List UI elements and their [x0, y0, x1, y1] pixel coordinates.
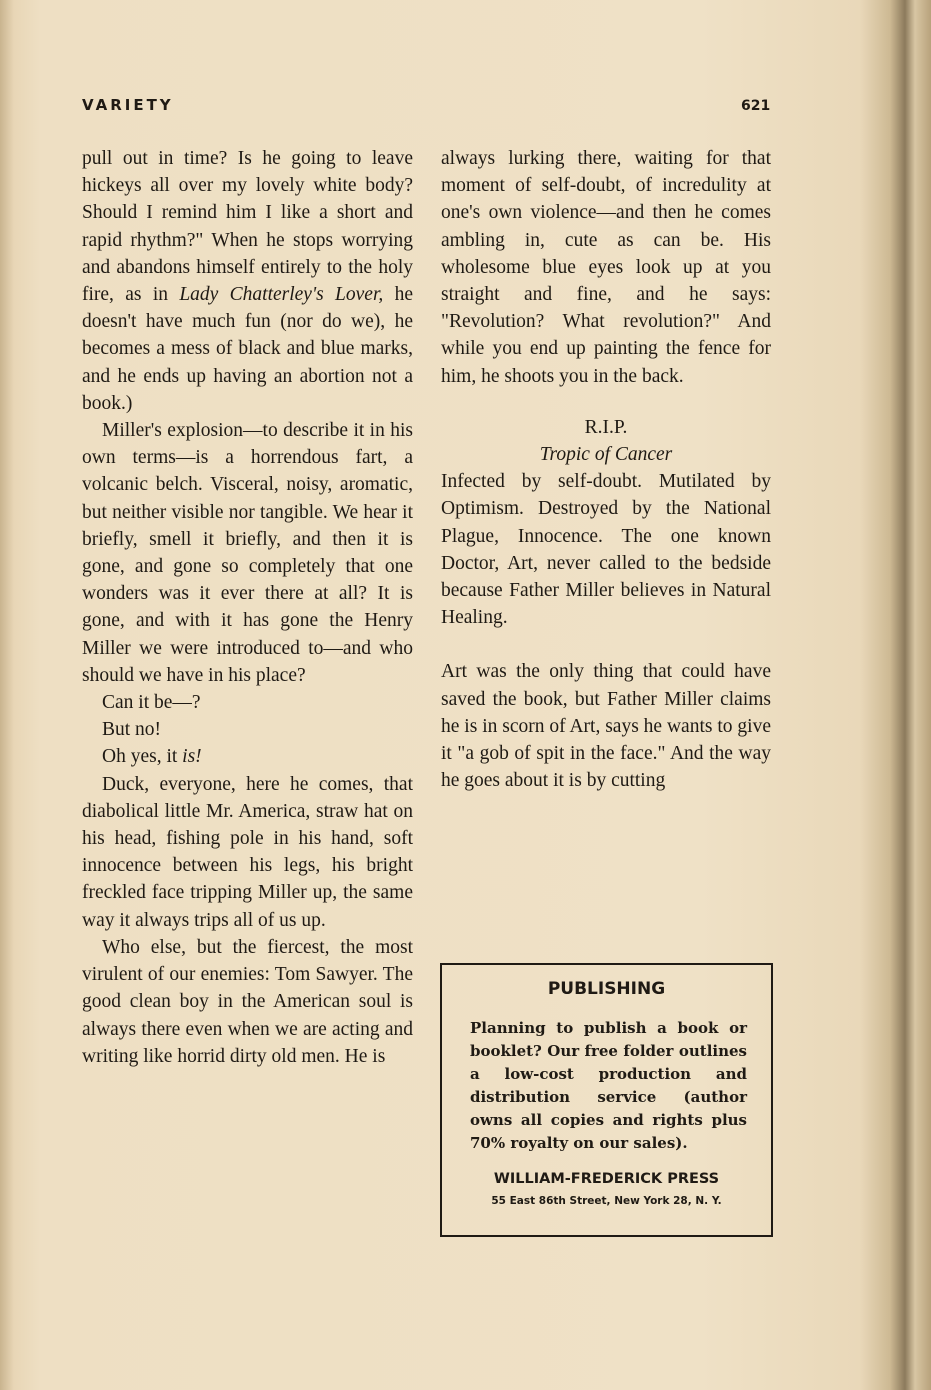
- running-head: VARIETY: [82, 96, 174, 114]
- paragraph: Art was the only thing that could have saved the book, but Father Miller claims he is in scorn of Art, says he wants to give it "a gob of spit in the face." And the way he goes about it is by cutting: [441, 661, 771, 792]
- paragraph-gap: [441, 631, 771, 658]
- advertisement-box: [440, 963, 773, 1237]
- ad-publisher: WILLIAM-FREDERICK PRESS: [493, 1171, 720, 1187]
- paragraph: Oh yes, it is!: [102, 746, 202, 768]
- ad-title: PUBLISHING: [547, 979, 666, 999]
- paragraph: Miller's explosion—to describe it in his own terms—is a horrendous fart, a volcanic belch. Visceral, noisy, aromatic, but neither visible nor tangible. We hear it briefly, smell it briefly, and then it is gone, and gone so completely that one wonders was it ever there at all? It is gone, and with it has gone the Henry Miller we were introduced to—and who should we have in his place?: [82, 420, 413, 686]
- section-subtitle: Tropic of Cancer: [539, 444, 673, 466]
- section-title: R.I.P.: [584, 416, 628, 438]
- paragraph: Who else, but the fiercest, the most virulent of our enemies: Tom Sawyer. The good clean boy in the American soul is always there even when we are acting and writing like horrid dirty old men. He is: [82, 936, 413, 1067]
- paragraph: But no!: [102, 719, 162, 741]
- ad-body: Planning to publish a book or booklet? Our free folder outlines a low-cost production and distribution service (author owns all copies and rights plus 70% royalty on our sales).: [470, 1019, 747, 1152]
- paragraph: Infected by self-doubt. Mutilated by Optimism. Destroyed by the National Plague, Innocence. The one known Doctor, Art, never called to the bedside because Father Miller believes in Natural Healing.: [441, 471, 771, 629]
- page-number: 621: [741, 98, 771, 114]
- paragraph: pull out in time? Is he going to leave hickeys all over my lovely white body? Should I remind him I like a short and rapid rhythm?" When he stops worrying and abandons himself entirely to the holy fire, as in Lady Chatterley's Lover, he doesn't have much fun (nor do we), he becomes a mess of black and blue marks, and he ends up having an abortion not a book.): [82, 148, 413, 414]
- left-column: [82, 145, 413, 1070]
- paragraph: Duck, everyone, here he comes, that diabolical little Mr. America, straw hat on his head, fishing pole in his hand, soft innocence between his legs, his bright freckled face tripping Miller up, the same way it always trips all of us up.: [82, 773, 413, 931]
- paragraph: Can it be—?: [102, 692, 201, 714]
- ad-address: 55 East 86th Street, New York 28, N. Y.: [491, 1195, 722, 1207]
- right-column: [441, 145, 771, 794]
- paragraph: always lurking there, waiting for that moment of self-doubt, of incredulity at one's own violence—and then he comes ambling in, cute as can be. His wholesome blue eyes look up at you straight and fine, and he says: "Revolution? What revolution?" And while you end up painting the fence for him, he shoots you in the back.: [441, 148, 771, 387]
